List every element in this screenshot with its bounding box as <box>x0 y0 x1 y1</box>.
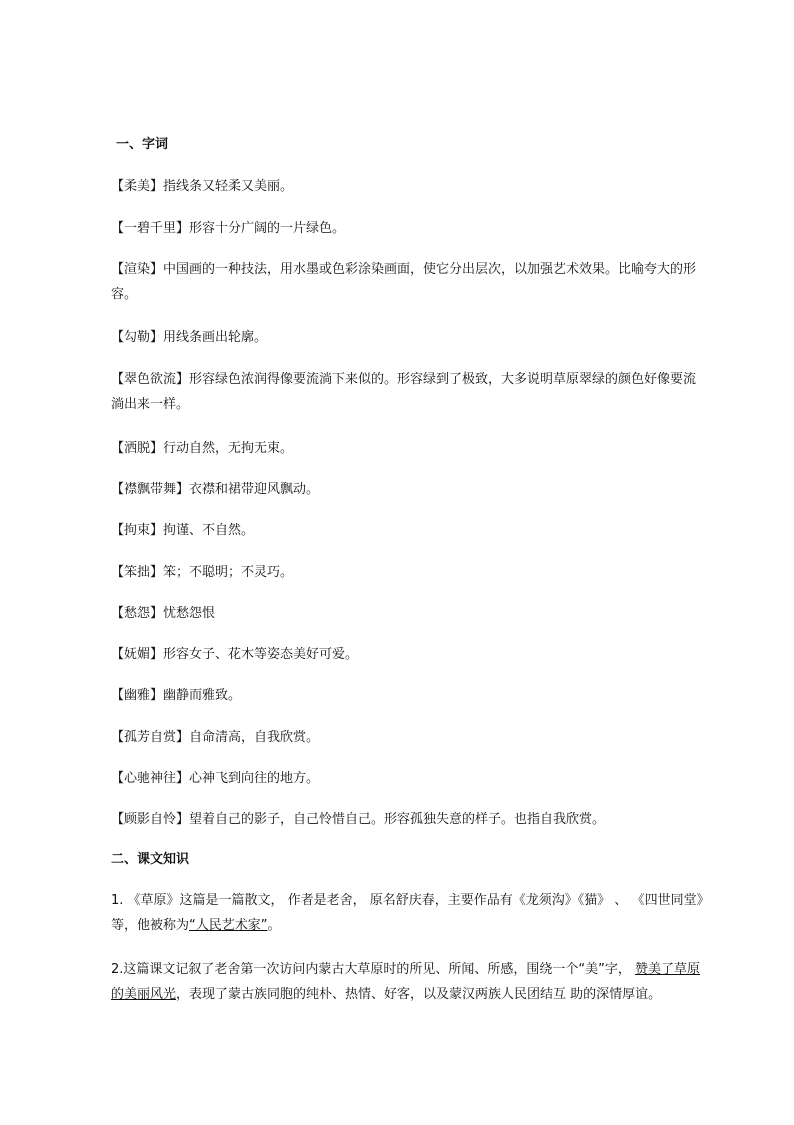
praise-scenery-phrase: 赞美了草原的美丽风光 <box>111 962 701 1002</box>
section-heading-text-knowledge: 二、课文知识 <box>111 852 190 867</box>
entry-wumei: 【妩媚】形容女子、花木等姿态美好可爱。 <box>111 647 359 662</box>
entry-cuiseyuliu: 【翠色欲流】形容绿色浓润得像要流淌下来似的。形容绿到了极致，大多说明草原翠绿的颜色好像要流淌出来一样。 <box>111 372 697 412</box>
paragraph-author-text: 1. 《草原》这篇是一篇散文， 作者是老舍， 原名舒庆春，主要作品有《龙须沟》《猫》 、 《四世同堂》等，他被称为 <box>111 893 704 933</box>
entry-guyingzilian: 【顾影自怜】望着自己的影子，自己怜惜自己。形容孤独失意的样子。也指自我欣赏。 <box>111 812 606 827</box>
entry-satuo: 【洒脱】行动自然，无拘无束。 <box>111 441 294 456</box>
entry-youya: 【幽雅】幽静而雅致。 <box>111 688 242 703</box>
entry-xinchishenwang: 【心驰神往】心神飞到向往的地方。 <box>111 771 320 786</box>
entry-benzhuo: 【笨拙】笨；不聪明；不灵巧。 <box>111 565 294 580</box>
paragraph-author-end: 。 <box>267 918 281 933</box>
entry-jinpiaodaiwu: 【襟飘带舞】衣襟和裙带迎风飘动。 <box>111 482 320 497</box>
entry-roumei: 【柔美】指线条又轻柔又美丽。 <box>111 179 294 194</box>
paragraph-summary <box>111 957 711 1007</box>
people-artist-quote: “人民艺术家” <box>189 918 268 933</box>
paragraph-summary-end: ，表现了蒙古族同胞的纯朴、热情、好客，以及蒙汉两族人民团结互 助的深情厚谊。 <box>176 987 662 1002</box>
entry-jushu: 【拘束】拘谨、不自然。 <box>111 523 255 538</box>
entry-yibiqianli: 【一碧千里】形容十分广阔的一片绿色。 <box>111 221 346 236</box>
entry-goule: 【勾勒】用线条画出轮廓。 <box>111 330 268 345</box>
section-heading-words: 一、字词 <box>116 137 169 152</box>
entry-chouyuan: 【愁怨】忧愁怨恨 <box>111 606 216 621</box>
entry-xuanran: 【渲染】中国画的一种技法，用水墨或色彩涂染画面，使它分出层次，以加强艺术效果。比喻夸大的形容。 <box>111 262 697 302</box>
paragraph-author-info <box>111 888 705 938</box>
paragraph-summary-text: 2.这篇课文记叙了老舍第一次访问内蒙古大草原时的所见、所闻、所感，围绕一个“美”字， <box>111 962 636 977</box>
entry-gufangzishang: 【孤芳自赏】自命清高，自我欣赏。 <box>111 730 320 745</box>
